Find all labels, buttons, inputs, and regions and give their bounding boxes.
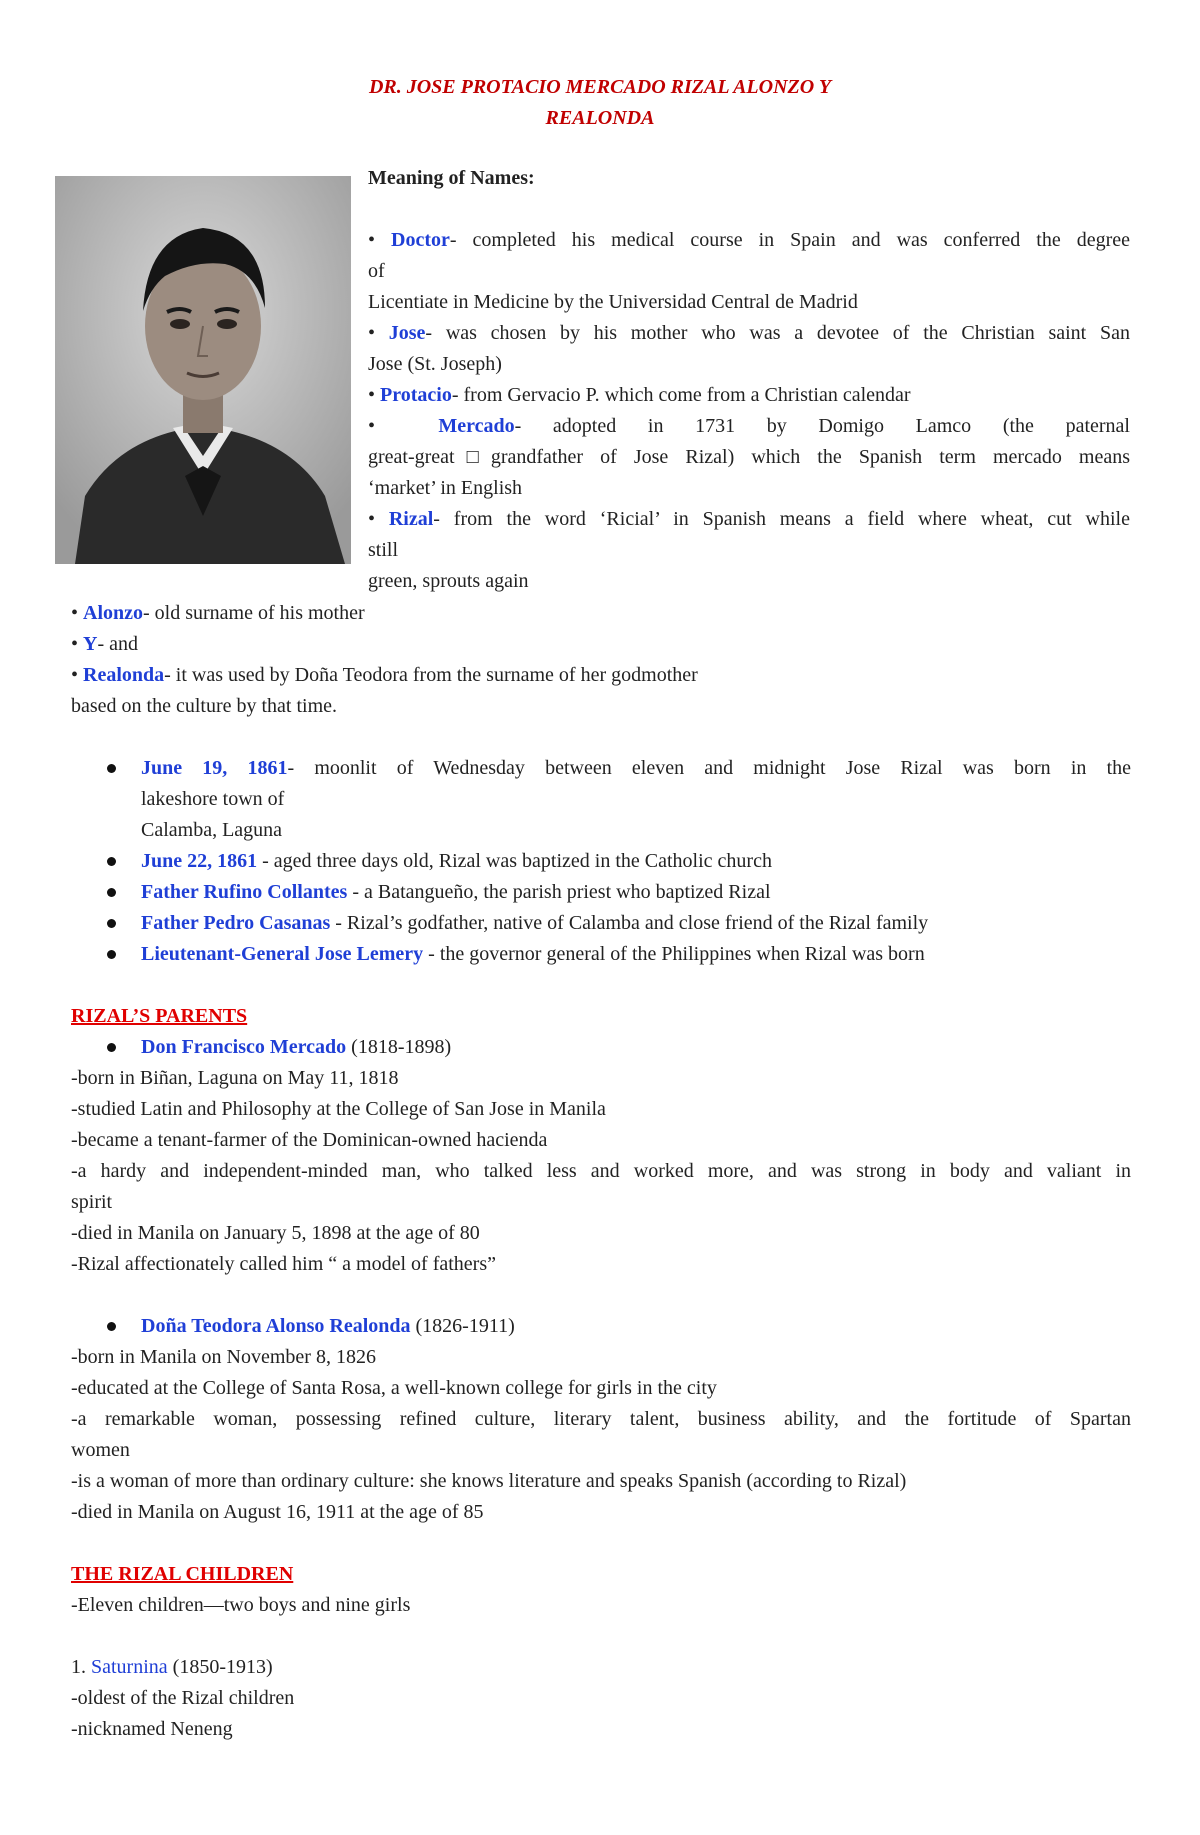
mother-detail: -educated at the College of Santa Rosa, a well-known college for girls in the city (71, 1377, 717, 1399)
birth-date-text: - moonlit of Wednesday between eleven and midnight Jose Rizal was born in the (287, 757, 1132, 779)
mercado-entry-line-1: • Mercado- adopted in 1731 by Domigo Lamco (the paternal (368, 415, 1130, 437)
realonda-entry-line-2: based on the culture by that time. (71, 695, 338, 717)
doctor-label: Doctor (391, 229, 450, 251)
child-detail: -nicknamed Neneng (71, 1718, 233, 1740)
child-years: (1850-1913) (167, 1656, 273, 1678)
mother-detail: women (71, 1439, 130, 1461)
father-name: Don Francisco Mercado (141, 1036, 347, 1058)
protacio-label: Protacio (380, 384, 452, 406)
realonda-label: Realonda (83, 664, 165, 686)
mother-years: (1826-1911) (410, 1315, 515, 1337)
alonzo-label: Alonzo (83, 602, 144, 624)
father-detail: -a hardy and independent-minded man, who talked less and worked more, and was strong in body and valiant in (71, 1160, 1131, 1182)
list-item (71, 1311, 1131, 1342)
doctor-text: - completed his medical course in Spain and was conferred the degree (449, 229, 1130, 251)
meaning-of-names-section (368, 163, 1130, 597)
governor-label: Lieutenant-General Jose Lemery (141, 943, 424, 965)
doctor-entry-line-2: of (368, 260, 385, 282)
priest-label: Father Rufino Collantes (141, 881, 348, 903)
realonda-text: - it was used by Doña Teodora from the surname of her godmother (164, 664, 698, 686)
birth-facts-list (71, 753, 1131, 970)
portrait-photo (55, 176, 351, 564)
birth-date-text-line-2: lakeshore town of (141, 788, 285, 810)
father-list (71, 1032, 1131, 1063)
mercado-entry-line-3: ‘market’ in English (368, 477, 523, 499)
child-entry (71, 1652, 1131, 1683)
child-detail: -oldest of the Rizal children (71, 1687, 295, 1709)
document-title (0, 72, 1200, 134)
parents-heading: RIZAL’S PARENTS (71, 1005, 248, 1027)
birth-date-text-line-3: Calamba, Laguna (141, 819, 283, 841)
realonda-entry: • Realonda- it was used by Doña Teodora from the surname of her godmother (71, 664, 698, 686)
list-item (71, 877, 1131, 908)
rizal-entry-line-1: • Rizal- from the word ‘Ricial’ in Spanish means a field where wheat, cut while (368, 508, 1130, 530)
children-heading: THE RIZAL CHILDREN (71, 1563, 294, 1585)
child-name: Saturnina (91, 1656, 168, 1678)
meaning-of-names-heading: Meaning of Names: (368, 167, 535, 189)
protacio-text: - from Gervacio P. which come from a Christian calendar (451, 384, 911, 406)
mother-detail: -is a woman of more than ordinary culture: she knows literature and speaks Spanish (according to Rizal) (71, 1470, 907, 1492)
main-content (71, 598, 1131, 1745)
child-number: 1. (71, 1656, 91, 1678)
father-detail: -Rizal affectionately called him “ a model of fathers” (71, 1253, 496, 1275)
y-entry: • Y- and (71, 633, 139, 655)
mother-detail: -a remarkable woman, possessing refined culture, literary talent, business ability, and the fortitude of Spartan (71, 1408, 1131, 1430)
jose-entry-line-1: • Jose- was chosen by his mother who was a devotee of the Christian saint San (368, 322, 1130, 344)
governor-text: - the governor general of the Philippines when Rizal was born (423, 943, 925, 965)
father-detail: -died in Manila on January 5, 1898 at the age of 80 (71, 1222, 480, 1244)
jose-label: Jose (388, 322, 426, 344)
mercado-entry-line-2: great-great□grandfather of Jose Rizal) which the Spanish term mercado means (368, 446, 1130, 468)
list-item (71, 753, 1131, 846)
children-summary: -Eleven children—two boys and nine girls (71, 1594, 411, 1616)
father-detail: -became a tenant-farmer of the Dominican-owned hacienda (71, 1129, 548, 1151)
y-text: - and (97, 633, 139, 655)
title-line-2: REALONDA (545, 107, 655, 129)
baptism-date-label: June 22, 1861 (141, 850, 258, 872)
father-detail: spirit (71, 1191, 113, 1213)
father-detail: -studied Latin and Philosophy at the College of San Jose in Manila (71, 1098, 606, 1120)
title-line-1: DR. JOSE PROTACIO MERCADO RIZAL ALONZO Y (368, 76, 832, 98)
doctor-entry-line-1: • Doctor- completed his medical course in Spain and was conferred the degree (368, 229, 1130, 251)
jose-text: - was chosen by his mother who was a devotee of the Christian saint San (425, 322, 1130, 344)
father-detail: -born in Biñan, Laguna on May 11, 1818 (71, 1067, 399, 1089)
rizal-entry-line-3: green, sprouts again (368, 570, 529, 592)
rizal-entry-line-2: still (368, 539, 399, 561)
priest-text: - a Batangueño, the parish priest who baptized Rizal (347, 881, 771, 903)
doctor-entry-line-3: Licentiate in Medicine by the Universidad Central de Madrid (368, 291, 858, 313)
jose-entry-line-2: Jose (St. Joseph) (368, 353, 502, 375)
mercado-label: Mercado (438, 415, 515, 437)
mother-detail: -died in Manila on August 16, 1911 at the age of 85 (71, 1501, 484, 1523)
father-years: (1818-1898) (346, 1036, 452, 1058)
mother-detail: -born in Manila on November 8, 1826 (71, 1346, 376, 1368)
alonzo-text: - old surname of his mother (143, 602, 365, 624)
alonzo-entry: • Alonzo- old surname of his mother (71, 602, 365, 624)
list-item (71, 939, 1131, 970)
rizal-text: - from the word ‘Ricial’ in Spanish means a field where wheat, cut while (433, 508, 1130, 530)
list-item (71, 908, 1131, 939)
list-item (71, 1032, 1131, 1063)
godfather-text: - Rizal’s godfather, native of Calamba and close friend of the Rizal family (330, 912, 929, 934)
mercado-text: - adopted in 1731 by Domigo Lamco (the paternal (514, 415, 1130, 437)
mother-name: Doña Teodora Alonso Realonda (141, 1315, 411, 1337)
list-item (71, 846, 1131, 877)
protacio-entry: • Protacio- from Gervacio P. which come from a Christian calendar (368, 384, 911, 406)
baptism-date-text: - aged three days old, Rizal was baptized in the Catholic church (257, 850, 772, 872)
mother-list (71, 1311, 1131, 1342)
godfather-label: Father Pedro Casanas (141, 912, 331, 934)
y-label: Y (83, 633, 98, 655)
birth-date-label: June 19, 1861 (141, 757, 288, 779)
rizal-label: Rizal (388, 508, 434, 530)
